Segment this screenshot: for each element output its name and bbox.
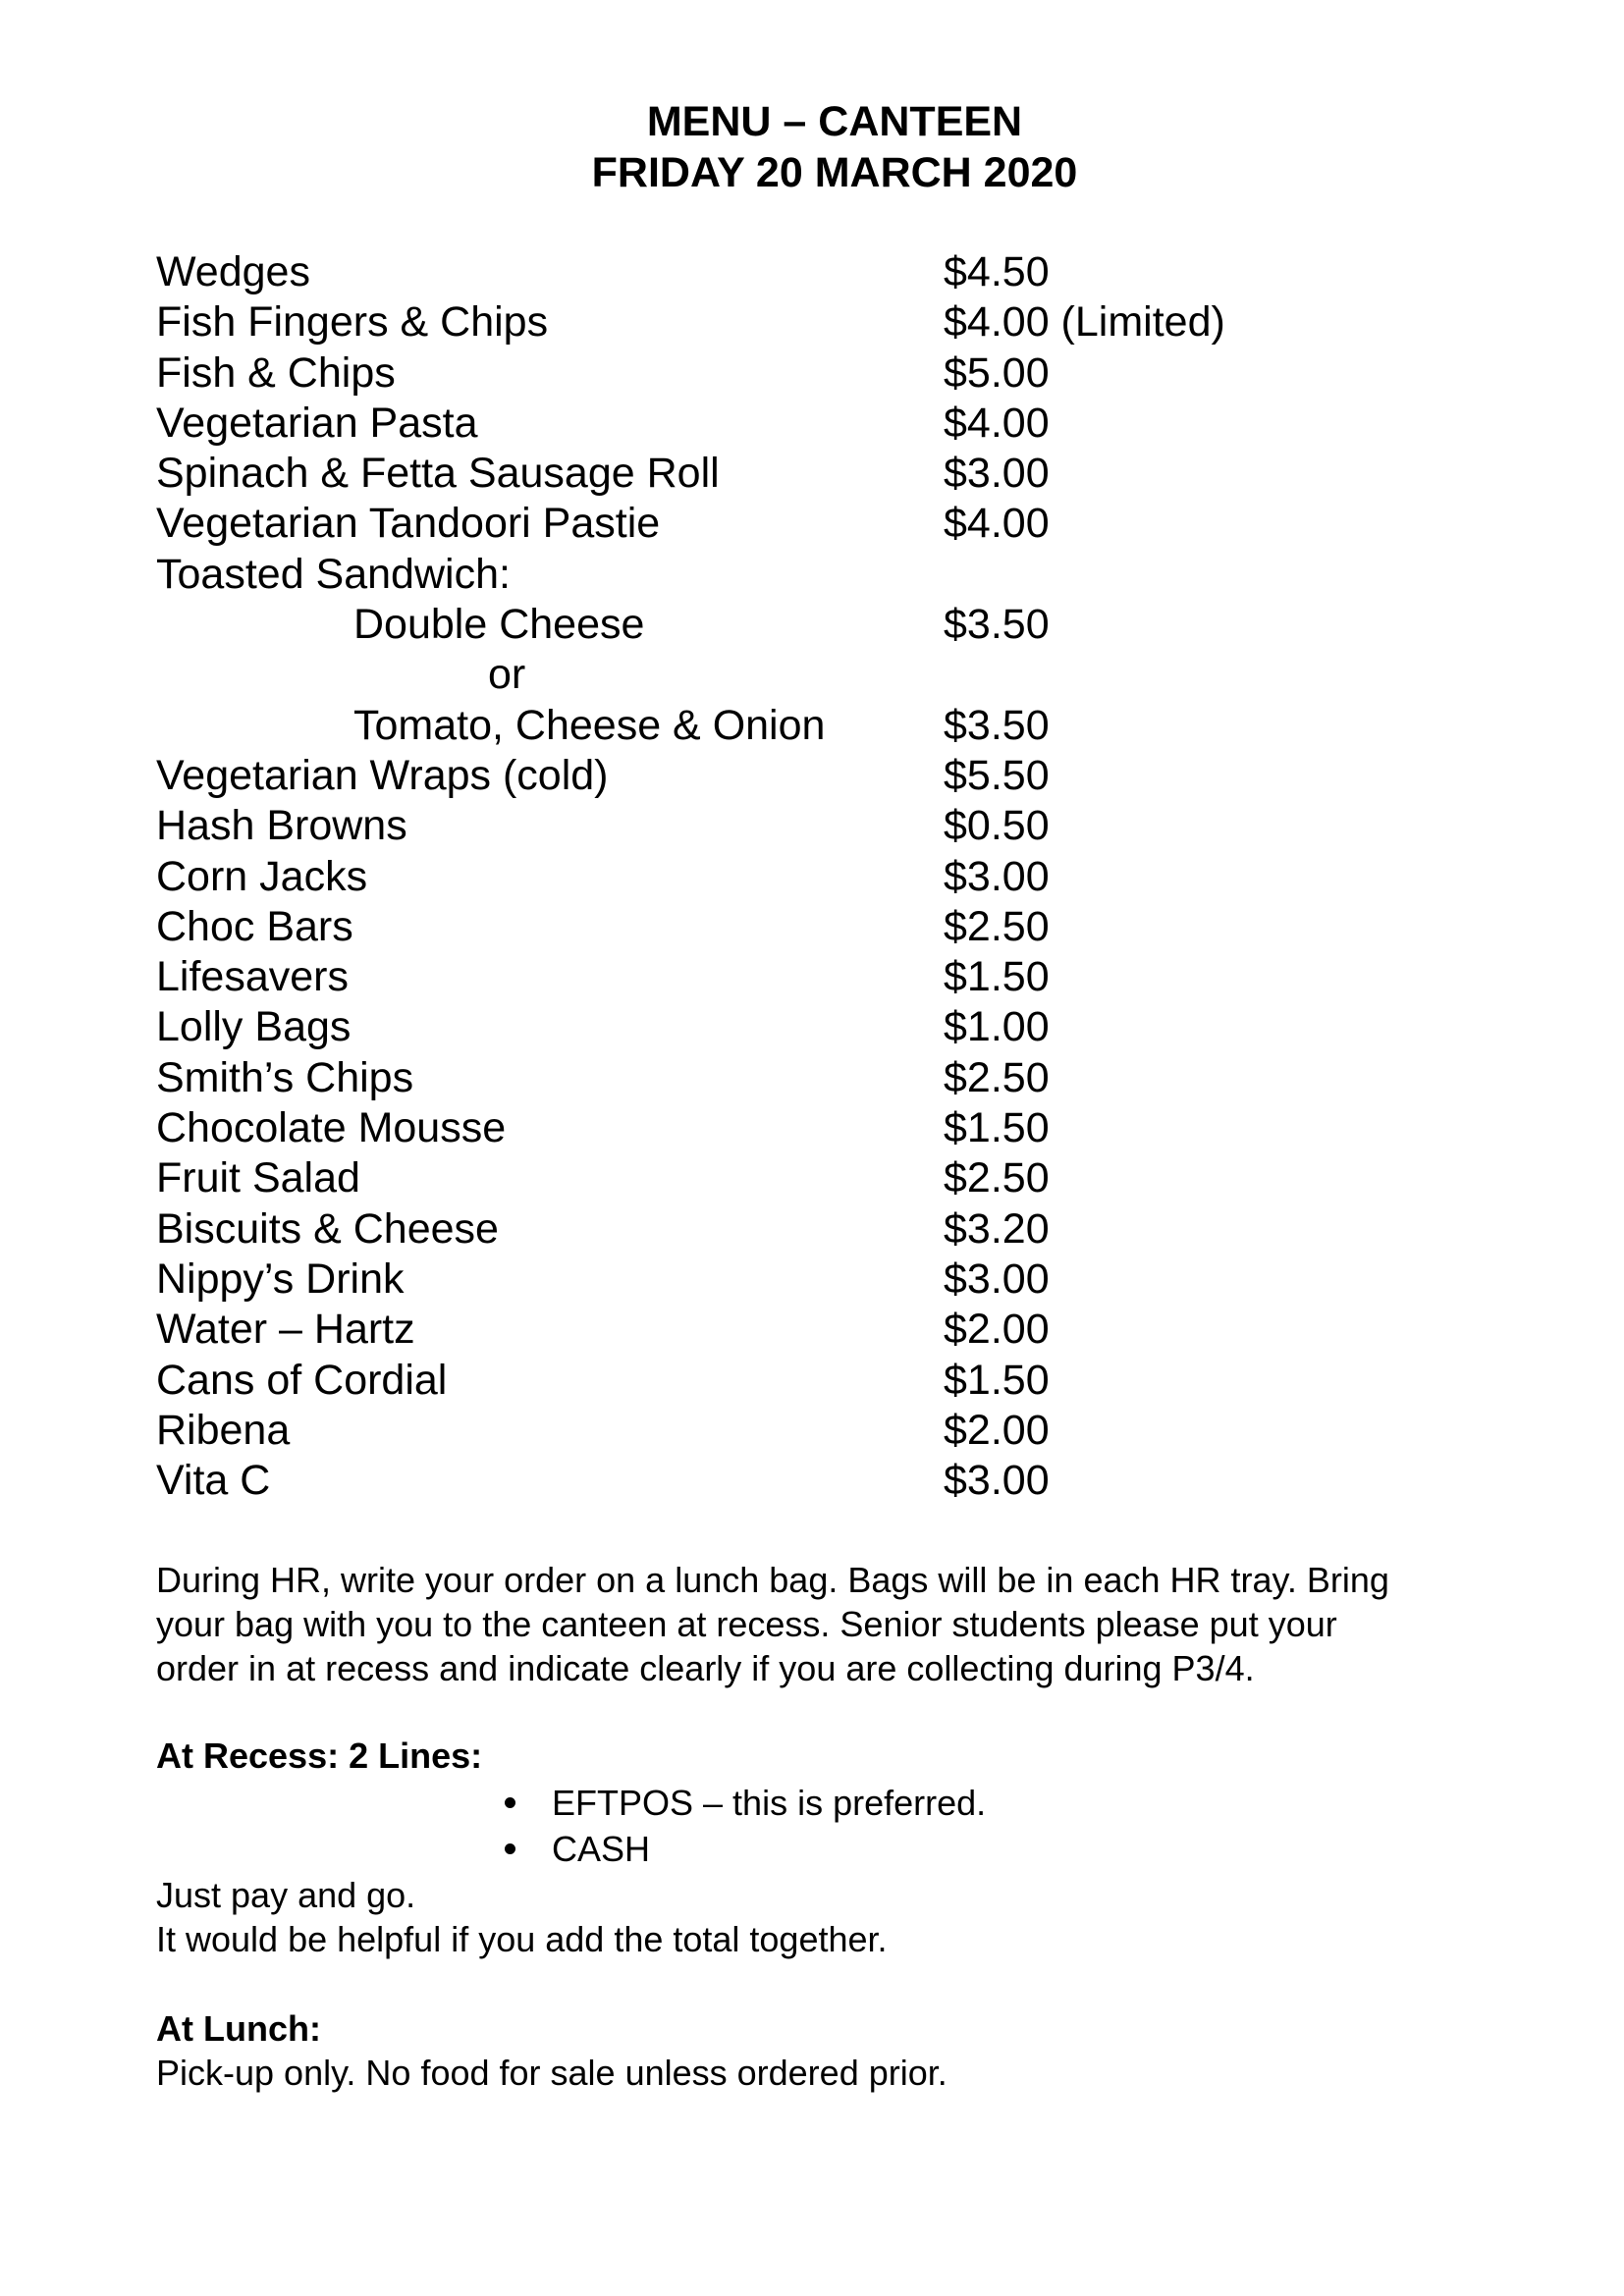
menu-item	[156, 348, 1433, 399]
menu-item	[156, 801, 1433, 851]
bullet-icon	[505, 1797, 515, 1808]
menu-header	[0, 96, 1624, 198]
menu-item-name: Lolly Bags	[156, 1003, 352, 1051]
menu-subitem	[156, 600, 1433, 650]
menu-item-price: $2.50	[944, 902, 1050, 950]
menu-date: FRIDAY 20 MARCH 2020	[591, 149, 1078, 196]
bullet-icon	[505, 1843, 515, 1854]
menu-list	[156, 247, 1433, 1506]
menu-item	[156, 499, 1433, 549]
menu-item-name: Lifesavers	[156, 953, 349, 1001]
menu-item-price: $2.00	[944, 1406, 1050, 1454]
menu-item	[156, 902, 1433, 952]
menu-item-price: $5.50	[944, 751, 1050, 799]
menu-item	[156, 1255, 1433, 1305]
menu-item-price: $4.00 (Limited)	[944, 298, 1225, 347]
menu-item-price: $4.00	[944, 399, 1050, 447]
menu-item-price: $5.00	[944, 348, 1050, 397]
instruction-line: During HR, write your order on a lunch bag. Bags will be in each HR tray. Bring	[156, 1560, 1389, 1600]
menu-item-name: Spinach & Fetta Sausage Roll	[156, 450, 720, 498]
ordering-instructions	[156, 1558, 1531, 1690]
menu-item-price: $2.00	[944, 1306, 1050, 1354]
menu-item-name: Wedges	[156, 248, 310, 295]
menu-item	[156, 247, 1433, 297]
menu-item-name: Choc Bars	[156, 902, 353, 950]
menu-subitem	[156, 701, 1433, 751]
menu-item	[156, 751, 1433, 801]
menu-item	[156, 1153, 1433, 1203]
menu-item	[156, 449, 1433, 499]
menu-item-price: $4.00	[944, 500, 1050, 548]
payment-option	[501, 1780, 986, 1826]
menu-item-price: $3.00	[944, 450, 1050, 498]
menu-item	[156, 1456, 1433, 1506]
menu-item-name: Hash Browns	[156, 802, 407, 850]
menu-item-price: $3.00	[944, 1457, 1050, 1505]
instruction-line: your bag with you to the canteen at recess. Senior students please put your	[156, 1604, 1337, 1644]
menu-item-price: $3.50	[944, 601, 1050, 649]
menu-item-name: Biscuits & Cheese	[156, 1204, 499, 1253]
menu-item-name: Ribena	[156, 1406, 291, 1454]
menu-item-name: Cans of Cordial	[156, 1356, 448, 1404]
menu-item	[156, 1406, 1433, 1456]
recess-note: It would be helpful if you add the total together.	[156, 1919, 888, 1959]
menu-item-name: Fish & Chips	[156, 348, 396, 397]
payment-option	[501, 1826, 986, 1872]
menu-item	[156, 1053, 1433, 1103]
menu-item	[156, 1204, 1433, 1255]
lunch-text: Pick-up only. No food for sale unless ordered prior.	[156, 2053, 947, 2093]
menu-item-price: $1.50	[944, 953, 1050, 1001]
menu-item-price: $3.00	[944, 1255, 1050, 1303]
menu-item-name: Corn Jacks	[156, 852, 368, 900]
payment-option-label: CASH	[552, 1829, 651, 1869]
menu-item-name: Vegetarian Wraps (cold)	[156, 751, 609, 799]
menu-item	[156, 550, 1433, 600]
menu-item-name: Double Cheese	[353, 601, 645, 649]
menu-item-price: $2.50	[944, 1154, 1050, 1202]
payment-options	[501, 1780, 986, 1872]
payment-option-label: EFTPOS – this is preferred.	[552, 1783, 987, 1823]
menu-item-name: Nippy’s Drink	[156, 1255, 405, 1303]
menu-item-price: $1.00	[944, 1003, 1050, 1051]
menu-separator	[156, 650, 1433, 700]
menu-item-name: Toasted Sandwich:	[156, 550, 511, 598]
instruction-line: order in at recess and indicate clearly if you are collecting during P3/4.	[156, 1648, 1255, 1688]
menu-item	[156, 952, 1433, 1002]
menu-item	[156, 1002, 1433, 1052]
lunch-heading: At Lunch:	[156, 2008, 321, 2049]
menu-item	[156, 297, 1433, 347]
menu-item-name: Chocolate Mousse	[156, 1104, 507, 1152]
menu-item	[156, 1356, 1433, 1406]
menu-item-name: Smith’s Chips	[156, 1053, 414, 1101]
menu-item-price: $1.50	[944, 1104, 1050, 1152]
menu-item	[156, 852, 1433, 902]
menu-item-name: Vita C	[156, 1457, 271, 1505]
menu-item	[156, 1103, 1433, 1153]
recess-note: Just pay and go.	[156, 1875, 416, 1915]
recess-notes	[156, 1873, 1531, 1961]
menu-item-name: Fish Fingers & Chips	[156, 298, 549, 347]
menu-item-name: Tomato, Cheese & Onion	[353, 701, 826, 749]
menu-item	[156, 1305, 1433, 1355]
page-title: MENU – CANTEEN	[646, 98, 1023, 145]
menu-item-name: Water – Hartz	[156, 1306, 415, 1354]
menu-item-price: $3.00	[944, 852, 1050, 900]
menu-item-name: Vegetarian Pasta	[156, 399, 478, 447]
menu-item	[156, 399, 1433, 449]
menu-item-price: $3.20	[944, 1204, 1050, 1253]
menu-item-price: $1.50	[944, 1356, 1050, 1404]
menu-item-price: $2.50	[944, 1053, 1050, 1101]
menu-item-name: Fruit Salad	[156, 1154, 360, 1202]
menu-item-name: or	[488, 651, 526, 699]
menu-item-name: Vegetarian Tandoori Pastie	[156, 500, 661, 548]
menu-item-price: $4.50	[944, 248, 1050, 295]
menu-item-price: $3.50	[944, 701, 1050, 749]
menu-item-price: $0.50	[944, 802, 1050, 850]
recess-heading: At Recess: 2 Lines:	[156, 1735, 483, 1776]
